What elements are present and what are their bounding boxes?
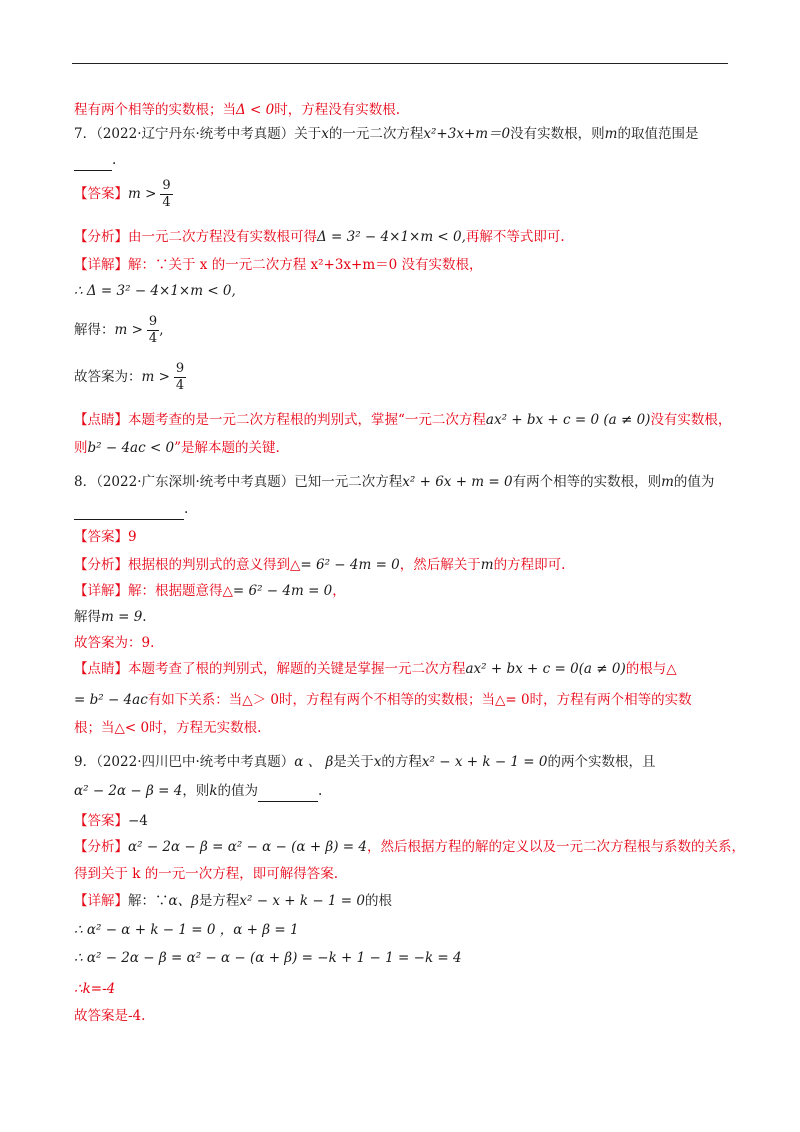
q7-answer <box>74 176 173 212</box>
continuation-line <box>74 100 400 120</box>
q7-point-line2 <box>74 438 280 458</box>
text: 再解不等式即可. <box>465 229 565 245</box>
text: 的一元二次方程 <box>328 126 424 142</box>
text: 的两个实数根，且 <box>547 754 656 770</box>
q7-step1 <box>74 281 236 301</box>
label: 【点睛】 <box>74 661 128 677</box>
text: 8．（2022·广东深圳·统考中考真题）已知一元二次方程 <box>74 474 403 490</box>
answer-blank[interactable] <box>258 781 318 802</box>
header-rule <box>72 63 728 64</box>
math: ∴ α² − 2α − β = α² − α − (α + β) = −k + 1 − 1 = −k = 4 <box>74 950 462 966</box>
label: 【分析】 <box>74 839 128 855</box>
text: 的取值范围是 <box>617 126 699 142</box>
math: m <box>480 557 494 573</box>
math: m > <box>141 369 170 385</box>
text: 的根 <box>365 893 392 909</box>
label: 【分析】 <box>74 229 128 245</box>
math: α² − 2α − β = 4 <box>74 783 183 799</box>
math: m <box>661 474 674 490</box>
text: 则 <box>74 440 88 456</box>
q8-stem <box>74 472 714 492</box>
math: = 6² − 4m = 0 <box>232 583 333 599</box>
math: m <box>604 126 618 142</box>
math: Δ < 0 <box>236 102 275 118</box>
q9-analysis-line2 <box>74 864 338 884</box>
q8-point-line2 <box>74 690 692 710</box>
label: 【详解】 <box>74 257 128 273</box>
denominator: 4 <box>148 331 158 346</box>
q9-step1 <box>74 920 299 940</box>
math: x <box>321 126 329 142</box>
math: x² − x + k − 1 = 0 <box>421 754 548 770</box>
math: ∴k=-4 <box>74 981 116 997</box>
math: ax² + bx + c = 0 (a ≠ 0) <box>485 412 651 428</box>
q8-final <box>74 633 154 653</box>
text: 解：∵ <box>128 893 169 909</box>
text: 有两个相等的实数根，则 <box>512 474 662 490</box>
text: 解得 <box>74 609 101 625</box>
math: k <box>209 783 218 799</box>
text: . <box>142 609 147 625</box>
q8-point-line3 <box>74 718 261 738</box>
text: 根；当△< 0时，方程无实数根. <box>74 720 262 736</box>
text: 本题考查了根的判别式，解题的关键是掌握一元二次方程 <box>128 661 466 677</box>
math: b² − 4ac < 0 <box>87 440 175 456</box>
math: m > <box>114 322 143 338</box>
answer-blank[interactable] <box>74 150 112 171</box>
text: ，然后根据方程的解的定义以及一元二次方程根与系数的关系， <box>367 839 745 855</box>
q8-detail <box>74 581 346 601</box>
text: ”是解本题的关键. <box>174 440 280 456</box>
math: ∴ Δ = 3² − 4×1×m < 0, <box>74 283 236 299</box>
label: 【详解】 <box>74 893 128 909</box>
math: ax² + bx + c = 0(a ≠ 0) <box>465 661 626 677</box>
q8-point <box>74 659 677 679</box>
math: ∴ α² − α + k − 1 = 0 ，α + β = 1 <box>74 922 299 938</box>
text: 时，方程没有实数根. <box>274 102 401 118</box>
text: 的根与△ <box>625 661 677 677</box>
text: 解：∵关于 x 的一元二次方程 x²+3x+m＝0 没有实数根， <box>128 257 483 273</box>
text: . <box>318 783 323 799</box>
text: 是方程 <box>198 893 240 909</box>
label: 【答案】 <box>74 813 128 829</box>
text: ，则 <box>182 783 210 799</box>
math: = b² − 4ac <box>74 692 148 708</box>
q9-line2 <box>74 781 322 802</box>
q8-blank-line <box>74 499 188 520</box>
math: x²+3x+m＝0 <box>423 126 511 142</box>
text: 根据根的判别式的意义得到△ <box>128 557 301 573</box>
math: x² + 6x + m = 0 <box>402 474 513 490</box>
label: 【点睛】 <box>74 412 128 428</box>
text: , <box>159 322 164 338</box>
label: 【答案】 <box>74 529 128 545</box>
denominator: 4 <box>175 378 185 393</box>
text: . <box>112 152 117 168</box>
q7-analysis <box>74 227 565 247</box>
answer-value: 9 <box>128 529 137 545</box>
math: m = 9 <box>101 609 143 625</box>
math: x <box>373 754 382 770</box>
label: 【答案】 <box>74 186 128 202</box>
text: 的值为 <box>217 783 258 799</box>
text: 程有两个相等的实数根；当 <box>74 102 236 118</box>
text: 故答案是-4. <box>74 1008 146 1024</box>
numerator: 9 <box>148 314 158 329</box>
fraction <box>160 178 172 211</box>
text: 的方程即可. <box>493 557 566 573</box>
text: 由一元二次方程没有实数根可得 <box>128 229 317 245</box>
math: α² − 2α − β = α² − α − (α + β) = 4 <box>128 839 367 855</box>
q7-stem <box>74 124 698 144</box>
math: α 、 β <box>294 754 334 770</box>
math: α、β <box>168 893 199 909</box>
q9-step2 <box>74 948 462 968</box>
text: 9．（2022·四川巴中·统考中考真题） <box>74 754 295 770</box>
text: 7．（2022·辽宁丹东·统考中考真题）关于 <box>74 126 322 142</box>
text: 本题考查的是一元二次方程根的判别式，掌握“一元二次方程 <box>128 412 486 428</box>
text: . <box>184 501 189 517</box>
q8-step1 <box>74 607 147 627</box>
text: 故答案为：9. <box>74 635 155 651</box>
q7-blank-line <box>74 150 116 171</box>
label: 【详解】 <box>74 583 128 599</box>
text: 解：根据题意得△ <box>128 583 233 599</box>
text: 解得： <box>74 322 115 338</box>
q9-analysis <box>74 837 745 857</box>
q7-detail <box>74 255 483 275</box>
text: 没有实数根，则 <box>510 126 605 142</box>
math: x² − x + k − 1 = 0 <box>239 893 365 909</box>
q8-analysis <box>74 555 565 575</box>
answer-value: −4 <box>128 813 148 829</box>
label: 【分析】 <box>74 557 128 573</box>
numerator: 9 <box>162 178 171 193</box>
text: 有如下关系：当△＞ 0时，方程有两个不相等的实数根；当△= 0时，方程有两个相等的实数 <box>147 692 692 708</box>
text: 的方程 <box>381 754 422 770</box>
numerator: 9 <box>175 361 185 376</box>
fraction <box>174 361 186 394</box>
text: ，然后解关于 <box>399 557 481 573</box>
text: 故答案为： <box>74 369 142 385</box>
math: = 6² − 4m = 0 <box>300 557 400 573</box>
text: 得到关于 k 的一元一次方程，即可解得答案. <box>74 866 339 882</box>
q7-step2 <box>74 312 163 348</box>
text: ， <box>332 583 346 599</box>
math: Δ = 3² − 4×1×m < 0, <box>317 229 466 245</box>
q9-final <box>74 1006 145 1026</box>
q7-point <box>74 410 731 430</box>
text: 的值为 <box>673 474 715 490</box>
q9-detail <box>74 891 392 911</box>
text: 没有实数根， <box>650 412 732 428</box>
denominator: 4 <box>162 195 171 210</box>
fraction <box>147 314 159 347</box>
text: 是关于 <box>333 754 374 770</box>
math: m > <box>128 186 157 202</box>
answer-blank[interactable] <box>74 499 184 520</box>
q7-step3 <box>74 359 186 395</box>
q8-answer <box>74 527 137 547</box>
q9-step3 <box>74 979 115 999</box>
q9-stem <box>74 752 656 772</box>
q9-answer <box>74 811 148 831</box>
